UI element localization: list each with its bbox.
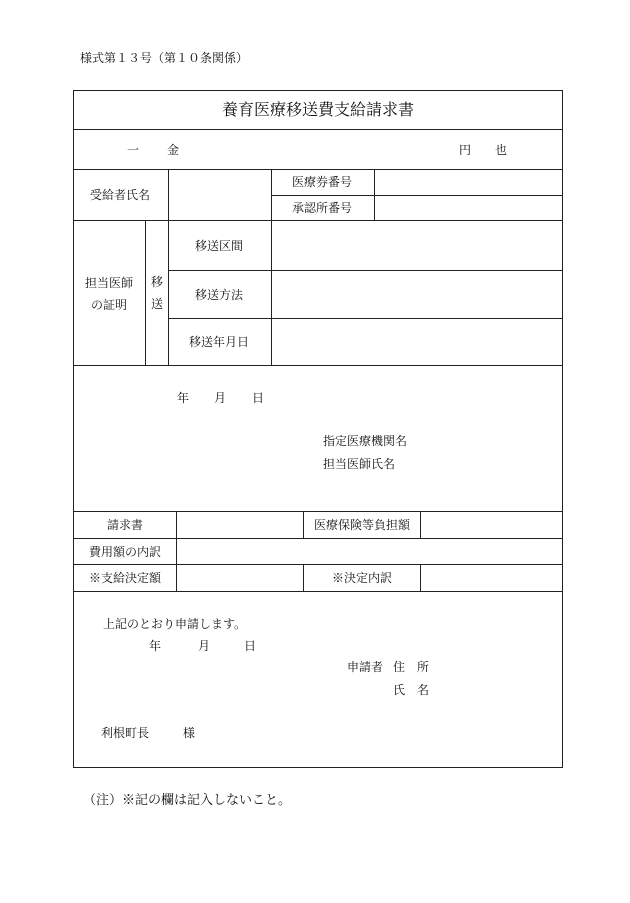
- recipient-name-label: 受給者氏名: [89, 188, 151, 202]
- amount-en: 円: [459, 143, 472, 157]
- transport-date-label: 移送年月日: [188, 335, 250, 349]
- decision-amount-label: ※支給決定額: [88, 571, 162, 585]
- applicant-label: 申請者: [347, 660, 384, 674]
- doctor-name-label: 担当医師氏名: [323, 457, 396, 471]
- certification-label-line2: の証明: [90, 298, 128, 312]
- cert-day: 日: [252, 391, 265, 405]
- application-statement: 上記のとおり申請します。: [103, 617, 247, 631]
- transport-label: 移送: [150, 275, 163, 311]
- app-day: 日: [244, 639, 257, 653]
- approval-number-label: 承認所番号: [291, 201, 353, 215]
- institution-name-label: 指定医療機関名: [323, 434, 408, 448]
- amount-nari: 也: [495, 143, 508, 157]
- cert-month: 月: [214, 391, 227, 405]
- app-year: 年: [149, 639, 162, 653]
- cert-year: 年: [177, 391, 190, 405]
- insurance-burden-label: 医療保険等負担額: [313, 518, 411, 532]
- form-number: 様式第１３号（第１０条関係）: [80, 51, 249, 65]
- form-title: 養育医療移送費支給請求書: [221, 100, 415, 119]
- cost-breakdown-label: 費用額の内訳: [88, 545, 162, 559]
- transport-section-label: 移送区間: [194, 239, 244, 253]
- address-label: 住 所: [393, 660, 430, 674]
- medical-ticket-number-label: 医療券番号: [291, 175, 353, 189]
- decision-detail-label: ※決定内訳: [331, 571, 393, 585]
- transport-method-label: 移送方法: [194, 288, 244, 302]
- app-month: 月: [198, 639, 211, 653]
- certification-label-line1: 担当医師: [84, 276, 134, 290]
- addressee: 利根町長: [101, 726, 150, 740]
- amount-ichi: 一: [127, 143, 140, 157]
- name-label: 氏 名: [393, 683, 430, 697]
- request-label: 請求書: [106, 518, 144, 532]
- amount-kin: 金: [167, 143, 180, 157]
- footnote: （注）※記の欄は記入しないこと。: [83, 793, 292, 808]
- honorific: 様: [183, 726, 196, 740]
